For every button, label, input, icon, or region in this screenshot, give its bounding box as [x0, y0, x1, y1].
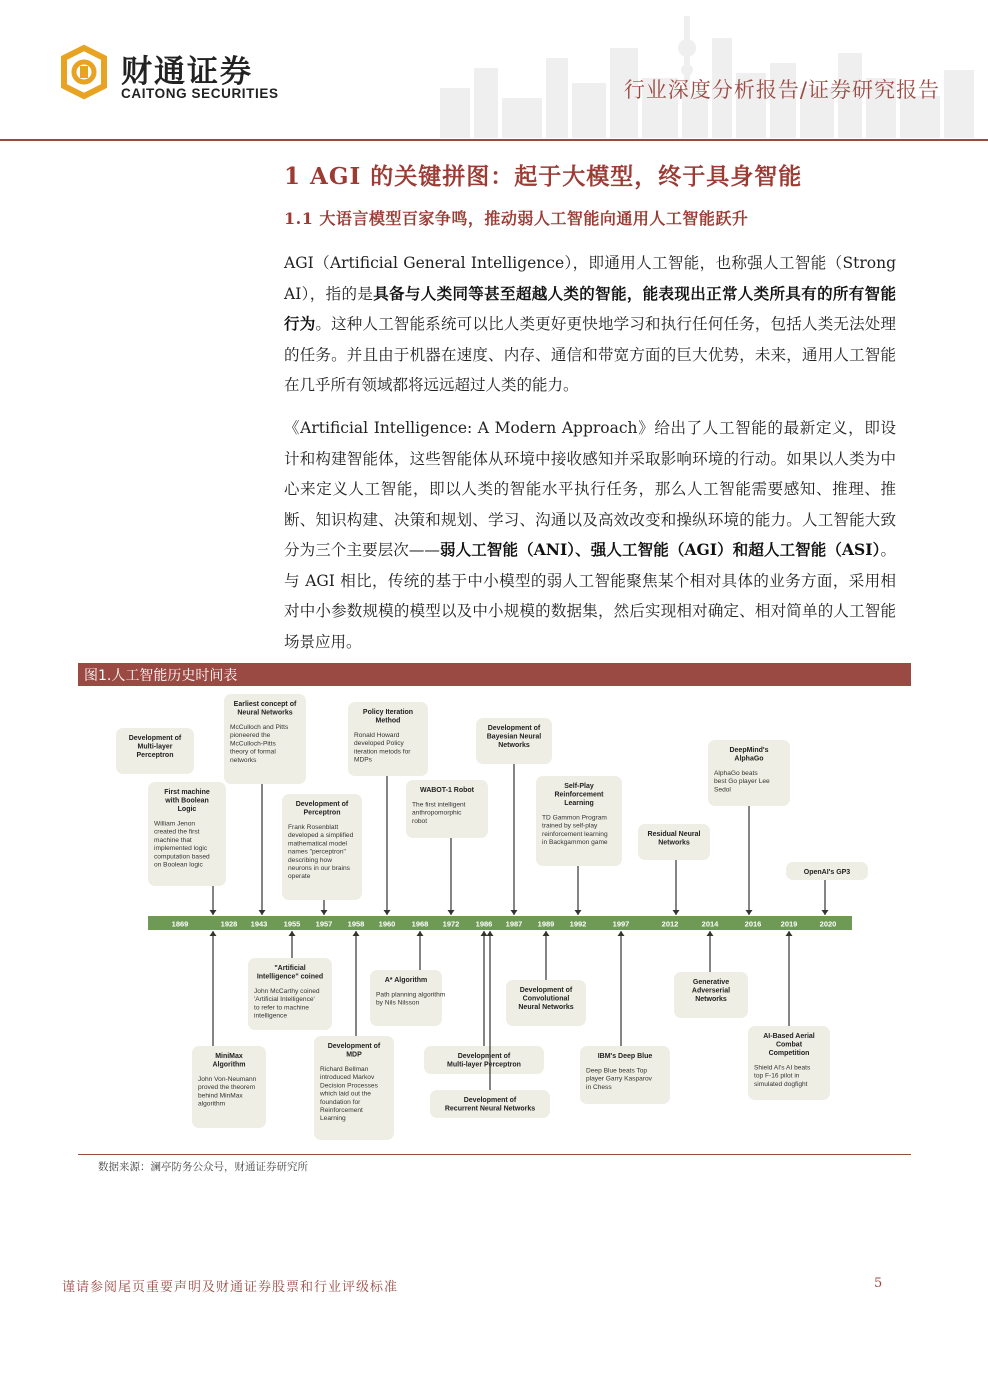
event-below-10-text: Shield AI's AI beats — [754, 1064, 811, 1072]
event-above-3-text: McCulloch-Pitts — [230, 740, 276, 748]
event-below-1-title: MiniMax — [215, 1053, 243, 1060]
event-above-3-text: pioneered the — [230, 732, 271, 740]
event-below-3-text: Richard Bellman — [320, 1066, 369, 1073]
event-below-1-text: behind MinMax — [198, 1092, 243, 1100]
event-below-4-arrowhead — [417, 931, 424, 936]
timeline-year-label: 1928 — [220, 919, 238, 929]
event-below-6-title: Development of — [463, 1097, 517, 1104]
event-below-8-text: in Chess — [586, 1083, 612, 1091]
event-above-9-title: Networks — [658, 839, 690, 847]
event-above-2-text: William Jenon — [154, 820, 196, 828]
event-above-8-arrowhead — [575, 910, 582, 915]
event-below-5-title: Development of — [457, 1053, 511, 1060]
event-below-6-arrowhead — [487, 931, 494, 936]
event-below-8-text: player Garry Kasparov — [586, 1075, 652, 1083]
event-below-10-title: AI-Based Aerial — [763, 1033, 815, 1040]
event-above-4-arrowhead — [321, 910, 328, 915]
paragraph-agi-definition — [284, 248, 896, 401]
event-below-9-title: Generative — [692, 979, 730, 986]
event-below-4-text: Path planning algorithm — [376, 991, 446, 999]
footer-disclaimer: 谨请参阅尾页重要声明及财通证券股票和行业评级标准 — [62, 1280, 399, 1295]
event-above-9-title: Residual Neural — [647, 831, 701, 838]
timeline-year-label: 1955 — [283, 919, 301, 929]
event-above-3-text: McCulloch and Pitts — [230, 724, 289, 731]
paragraph-emphasis: 具备与人类同等甚至超越人类的智能，能表现出正常人类所具有的所有智能行为 — [284, 283, 896, 333]
event-above-1-title: Development of — [128, 735, 182, 742]
event-below-10-title: Combat — [775, 1041, 803, 1049]
report-type: 行业深度分析报告/证券研究报告 — [623, 78, 940, 102]
event-below-1-text: John Von-Neumann — [198, 1076, 257, 1083]
event-below-8-arrowhead — [618, 931, 625, 936]
timeline-year-label: 1869 — [171, 919, 189, 929]
event-below-8-text: Deep Blue beats Top — [586, 1067, 648, 1075]
event-above-3-text: networks — [230, 756, 257, 764]
event-above-2-title: First machine — [164, 789, 210, 796]
event-below-3-text: Decision Processes — [320, 1082, 378, 1090]
event-above-7-title: Development of — [487, 725, 541, 732]
event-below-2-text: 'Artificial Intelligence' — [254, 996, 315, 1004]
event-below-7-title: Convolutional — [522, 995, 570, 1003]
timeline-year-label: 2020 — [819, 919, 837, 929]
event-above-4-text: Frank Rosenblatt — [288, 824, 339, 831]
event-below-10-arrowhead — [786, 931, 793, 936]
event-above-5-title: Policy Iteration — [362, 709, 414, 716]
event-above-2-text: computation based — [154, 853, 210, 861]
figure-caption: 图1.人工智能历史时间表 — [84, 668, 238, 684]
event-above-2-text: on Boolean logic — [154, 861, 203, 869]
page-number: 5 — [874, 1276, 883, 1291]
paragraph-text: AGI（Artificial General Intelligence），即通用人工智能，也称强人工智能（Strong AI），指的是 — [284, 254, 896, 303]
event-below-7-title: Neural Networks — [518, 1004, 574, 1011]
event-above-10-title: DeepMind's — [729, 747, 769, 754]
timeline-year-label: 2014 — [701, 919, 719, 929]
timeline-year-label: 1968 — [411, 919, 429, 929]
event-above-2-title: Logic — [177, 806, 197, 813]
event-above-7-title: Bayesian Neural — [486, 733, 542, 741]
event-below-4-text: by Nils Nilsson — [376, 999, 420, 1007]
event-above-6-text: The first intelligent — [412, 801, 466, 809]
event-below-9-title: Networks — [695, 996, 727, 1003]
event-above-2-title: with Boolean — [165, 797, 209, 805]
event-above-3-arrowhead — [259, 910, 266, 915]
event-above-8-text: reinforcement learning — [542, 830, 608, 838]
timeline-year-label: 1958 — [347, 919, 365, 929]
event-below-3-arrowhead — [353, 931, 360, 936]
paragraph-emphasis: 弱人工智能（ANI）、强人工智能（AGI）和超人工智能（ASI） — [439, 540, 881, 559]
event-above-2-text: created the first — [154, 828, 200, 836]
event-above-8-title: Learning — [564, 800, 594, 807]
event-above-2-text: machine that — [154, 836, 192, 844]
timeline-year-label: 1957 — [315, 919, 333, 929]
logo-text-cn: 财通证券 — [121, 54, 253, 90]
paragraph-text: 。与 AGI 相比，传统的基于中小模型的弱人工智能聚焦某个相对具体的业务方面，采用相对中小参数规模的模型以及中小规模的数据集，然后实现相对确定、相对简单的人工智能场景应用。 — [284, 541, 896, 651]
header-divider — [0, 139, 988, 141]
event-above-2-arrowhead — [210, 910, 217, 915]
event-below-10-text: simulated dogfight — [754, 1080, 808, 1088]
ai-history-timeline — [78, 690, 911, 1150]
event-below-3-text: foundation for — [320, 1098, 361, 1106]
event-above-5-text: developed Policy — [354, 740, 404, 748]
event-above-8-text: TD Gammon Program — [542, 814, 607, 822]
event-above-3-title: Neural Networks — [237, 709, 293, 717]
event-below-6-title: Recurrent Neural Networks — [444, 1105, 536, 1113]
event-above-2-text: implemented logic — [154, 845, 208, 853]
event-above-7-title: Networks — [498, 742, 530, 749]
event-above-8-title: Reinforcement — [554, 791, 604, 799]
event-below-5-box — [424, 1046, 544, 1074]
event-above-5-title: Method — [375, 717, 401, 725]
event-below-2-title: Intelligence" coined — [256, 973, 324, 981]
event-above-4-text: mathematical model — [288, 840, 348, 848]
timeline-year-label: 2019 — [780, 919, 798, 929]
paragraph-ai-levels — [284, 413, 896, 657]
event-below-5-title: Multi-layer Perceptron — [447, 1061, 521, 1069]
event-above-10-text: AlphaGo beats — [714, 770, 758, 777]
event-below-9-title: Adverserial — [691, 987, 731, 995]
event-above-6-title: WABOT-1 Robot — [419, 787, 475, 794]
paragraph-text: 。这种人工智能系统可以比人类更好更快地学习和执行任何任务，包括人类无法处理的任务。并且由于机器在速度、内存、通信和带宽方面的巨大优势，未来，通用人工智能在几乎所有领域都将远远超过人类的能力。 — [284, 315, 896, 394]
event-above-10-text: Sedol — [714, 786, 731, 794]
event-below-3-title: MDP — [346, 1051, 362, 1059]
event-above-8-text: trained by self-play — [542, 822, 598, 830]
event-below-1-title: Algorithm — [212, 1061, 246, 1069]
event-below-3-text: introduced Markov — [320, 1074, 375, 1082]
event-above-1-title: Multi-layer — [137, 743, 173, 751]
event-below-2-text: to refer to machine — [254, 1004, 309, 1012]
logo-text-en: CAITONG SECURITIES — [121, 86, 279, 101]
event-above-9-arrowhead — [673, 910, 680, 915]
page-header — [0, 0, 988, 145]
event-above-5-text: Ronald Howard — [354, 732, 400, 739]
timeline-year-label: 1960 — [378, 919, 396, 929]
caitong-logo-icon — [56, 44, 112, 100]
event-above-10-text: best Go player Lee — [714, 778, 770, 786]
event-below-6-box — [430, 1090, 550, 1118]
event-below-2-text: John McCarthy coined — [254, 988, 320, 995]
timeline-year-label: 1992 — [569, 919, 587, 929]
timeline-year-label: 1972 — [442, 919, 460, 929]
source-divider — [78, 1154, 911, 1155]
event-below-3-text: Reinforcement — [320, 1107, 363, 1114]
event-above-6-arrowhead — [448, 910, 455, 915]
event-below-2-title: "Artificial — [274, 965, 306, 972]
event-below-1-text: algorithm — [198, 1100, 226, 1108]
event-below-7-arrowhead — [543, 931, 550, 936]
event-below-4-title: A* Algorithm — [384, 977, 428, 984]
event-above-7-arrowhead — [511, 910, 518, 915]
event-below-3-text: which laid out the — [320, 1090, 371, 1098]
event-below-2-arrowhead — [289, 931, 296, 936]
timeline-year-label: 1943 — [250, 919, 268, 929]
event-below-8-title: IBM's Deep Blue — [597, 1053, 653, 1060]
event-below-3-title: Development of — [327, 1043, 381, 1050]
timeline-year-label: 1989 — [537, 919, 555, 929]
event-above-10-title: AlphaGo — [734, 755, 764, 763]
subsection-heading: 1.1 大语言模型百家争鸣，推动弱人工智能向通用人工智能跃升 — [284, 209, 749, 228]
event-below-10-text: top F-16 pilot in — [754, 1072, 800, 1080]
event-above-4-text: neurons in our brains — [288, 865, 350, 872]
event-below-5-arrowhead — [481, 931, 488, 936]
event-above-5-text: MDPs — [354, 756, 372, 764]
section-heading: 1 AGI 的关键拼图：起于大模型，终于具身智能 — [284, 163, 803, 190]
event-below-1-text: proved the theorem — [198, 1084, 256, 1092]
event-above-4-title: Development of — [295, 801, 349, 808]
event-above-8-title: Self-Play — [564, 783, 594, 790]
timeline-year-label: 2012 — [661, 919, 679, 929]
event-below-2-text: intelligence — [254, 1012, 287, 1020]
event-below-7-title: Development of — [519, 987, 573, 994]
event-below-10-title: Competition — [768, 1050, 810, 1057]
event-above-4-text: operate — [288, 873, 311, 881]
event-below-9-arrowhead — [707, 931, 714, 936]
timeline-year-label: 1997 — [612, 919, 630, 929]
event-above-6-text: robot — [412, 817, 428, 825]
event-above-4-text: developed a simplified — [288, 832, 354, 840]
event-above-3-text: theory of formal — [230, 748, 276, 756]
event-above-8-text: in Backgammon game — [542, 839, 608, 847]
event-above-1-title: Perceptron — [136, 752, 174, 759]
event-above-4-text: describing how — [288, 856, 332, 864]
paragraph-text: 《Artificial Intelligence: A Modern Approach》给出了人工智能的最新定义，即设计和构建智能体，这些智能体从环境中接收感知并采取影响环境的行动。如果以人类为中心来定义人工智能，即以人类的智能水平执行任务，那么人工智能需要感知、推理、推断、知识构建、决策和规划、学习、沟通以及高效改变和操纵环境的能力。人工智能大致分为三个主要层次—— — [284, 419, 896, 559]
event-above-4-title: Perceptron — [303, 809, 341, 817]
event-above-5-arrowhead — [384, 910, 391, 915]
timeline-year-label: 1987 — [505, 919, 523, 929]
figure-source: 数据来源：澜亭防务公众号，财通证券研究所 — [98, 1161, 308, 1173]
event-below-1-arrowhead — [210, 931, 217, 936]
timeline-year-label: 2016 — [744, 919, 762, 929]
event-above-11-arrowhead — [822, 910, 829, 915]
event-above-5-text: iteration metods for — [354, 748, 411, 756]
city-skyline-watermark — [430, 8, 988, 138]
event-above-4-text: names "perceptron" — [288, 848, 346, 856]
timeline-year-label: 1986 — [475, 919, 493, 929]
event-below-3-text: Learning — [320, 1115, 346, 1123]
event-above-11-title: OpenAI's GP3 — [803, 869, 851, 876]
event-above-3-title: Earliest concept of — [233, 701, 297, 708]
event-above-6-text: anthropomorphic — [412, 809, 462, 817]
event-above-10-arrowhead — [746, 910, 753, 915]
